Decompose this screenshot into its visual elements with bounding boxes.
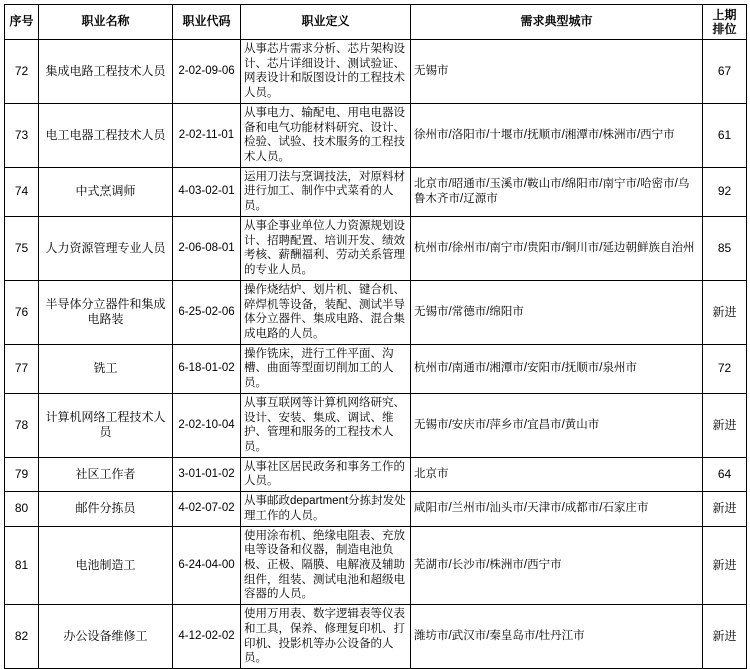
column-header-code: 职业代码 xyxy=(173,5,241,40)
table-body xyxy=(5,40,747,669)
table-header xyxy=(5,5,747,40)
cell-rank: 新进 xyxy=(703,492,747,526)
column-header-rank-line2: 排位 xyxy=(712,22,737,36)
cell-city: 潍坊市/武汉市/秦皇岛市/牡丹江市 xyxy=(411,605,703,669)
cell-rank: 67 xyxy=(703,40,747,104)
cell-rank: 新进 xyxy=(703,393,747,457)
cell-name: 社区工作者 xyxy=(39,457,173,491)
cell-rank: 92 xyxy=(703,167,747,216)
table-row xyxy=(5,605,747,669)
cell-rank: 64 xyxy=(703,457,747,491)
cell-rank: 新进 xyxy=(703,605,747,669)
table-row xyxy=(5,393,747,457)
cell-name: 半导体分立器件和集成电路装 xyxy=(39,280,173,344)
cell-seq: 78 xyxy=(5,393,39,457)
table-row xyxy=(5,280,747,344)
cell-seq: 72 xyxy=(5,40,39,104)
cell-city: 北京市 xyxy=(411,457,703,491)
cell-name: 电池制造工 xyxy=(39,526,173,605)
cell-code: 3-01-01-02 xyxy=(173,457,241,491)
column-header-seq: 序号 xyxy=(5,5,39,40)
table-row xyxy=(5,526,747,605)
cell-rank: 85 xyxy=(703,216,747,280)
table-row xyxy=(5,216,747,280)
cell-seq: 80 xyxy=(5,492,39,526)
cell-rank: 72 xyxy=(703,344,747,393)
cell-city: 无锡市 xyxy=(411,40,703,104)
table-row xyxy=(5,344,747,393)
column-header-city: 需求典型城市 xyxy=(411,5,703,40)
cell-definition: 从事电力、输配电、用电电器设备和电气功能材料研究、设计、检验、试验、技术服务的工程技术人员。 xyxy=(241,103,411,167)
cell-name: 铣工 xyxy=(39,344,173,393)
cell-seq: 77 xyxy=(5,344,39,393)
table-row xyxy=(5,40,747,104)
column-header-definition: 职业定义 xyxy=(241,5,411,40)
cell-city: 无锡市/常德市/绵阳市 xyxy=(411,280,703,344)
table-row xyxy=(5,103,747,167)
cell-name: 中式烹调师 xyxy=(39,167,173,216)
cell-seq: 79 xyxy=(5,457,39,491)
cell-code: 4-03-02-01 xyxy=(173,167,241,216)
cell-city: 无锡市/安庆市/萍乡市/宜昌市/黄山市 xyxy=(411,393,703,457)
column-header-name: 职业名称 xyxy=(39,5,173,40)
cell-code: 6-18-01-02 xyxy=(173,344,241,393)
cell-city: 芜湖市/长沙市/株洲市/西宁市 xyxy=(411,526,703,605)
cell-seq: 81 xyxy=(5,526,39,605)
cell-name: 集成电路工程技术人员 xyxy=(39,40,173,104)
cell-rank: 新进 xyxy=(703,280,747,344)
cell-seq: 82 xyxy=(5,605,39,669)
cell-definition: 运用刀法与烹调技法，对原料材进行加工、制作中式菜肴的人员。 xyxy=(241,167,411,216)
cell-definition: 操作铣床，进行工件平面、沟槽、曲面等型面切削加工的人员。 xyxy=(241,344,411,393)
cell-definition: 使用万用表、数字逻辑表等仪表和工具，保养、修理复印机、打印机、投影机等办公设备的人员。 xyxy=(241,605,411,669)
cell-seq: 76 xyxy=(5,280,39,344)
occupation-demand-table xyxy=(4,4,747,669)
cell-city: 北京市/昭通市/玉溪市/鞍山市/绵阳市/南宁市/哈密市/乌鲁木齐市/辽源市 xyxy=(411,167,703,216)
cell-definition: 从事社区居民政务和事务工作的人员。 xyxy=(241,457,411,491)
column-header-rank-line1: 上期 xyxy=(712,7,737,22)
cell-definition: 操作烧结炉、划片机、键合机、碎焊机等设备，装配、测试半导体分立器件、集成电路、混合集成电路的人员。 xyxy=(241,280,411,344)
cell-name: 电工电器工程技术人员 xyxy=(39,103,173,167)
cell-city: 咸阳市/兰州市/汕头市/天津市/成都市/石家庄市 xyxy=(411,492,703,526)
cell-name: 邮件分拣员 xyxy=(39,492,173,526)
cell-seq: 73 xyxy=(5,103,39,167)
cell-definition: 从事企事业单位人力资源规划设计、招聘配置、培训开发、绩效考核、薪酬福利、劳动关系管理的专业人员。 xyxy=(241,216,411,280)
column-header-rank xyxy=(703,5,747,40)
cell-code: 6-24-04-00 xyxy=(173,526,241,605)
cell-code: 4-12-02-02 xyxy=(173,605,241,669)
cell-definition: 从事芯片需求分析、芯片架构设计、芯片详细设计、测试验证、网表设计和版图设计的工程技术人员。 xyxy=(241,40,411,104)
table-row xyxy=(5,167,747,216)
cell-seq: 74 xyxy=(5,167,39,216)
cell-definition: 使用涂布机、绝缘电阻表、充放电等设备和仪器，制造电池负极、正极、隔膜、电解液及辅助组件，组装、测试电池和超级电容器的人员。 xyxy=(241,526,411,605)
table-row xyxy=(5,457,747,491)
cell-rank: 新进 xyxy=(703,526,747,605)
cell-name: 人力资源管理专业人员 xyxy=(39,216,173,280)
cell-code: 6-25-02-06 xyxy=(173,280,241,344)
cell-definition: 从事互联网等计算机网络研究、设计、安装、集成、调试、维护、管理和服务的工程技术人员。 xyxy=(241,393,411,457)
cell-name: 计算机网络工程技术人员 xyxy=(39,393,173,457)
cell-city: 徐州市/洛阳市/十堰市/抚顺市/湘潭市/株洲市/西宁市 xyxy=(411,103,703,167)
table-row xyxy=(5,492,747,526)
cell-code: 4-02-07-02 xyxy=(173,492,241,526)
cell-name: 办公设备维修工 xyxy=(39,605,173,669)
cell-city: 杭州市/徐州市/南宁市/贵阳市/铜川市/延边朝鲜族自治州 xyxy=(411,216,703,280)
cell-code: 2-06-08-01 xyxy=(173,216,241,280)
cell-rank: 61 xyxy=(703,103,747,167)
table-header-row xyxy=(5,5,747,40)
cell-definition: 从事邮政department分拣封发处理工作的人员。 xyxy=(241,492,411,526)
cell-code: 2-02-10-04 xyxy=(173,393,241,457)
cell-code: 2-02-11-01 xyxy=(173,103,241,167)
cell-code: 2-02-09-06 xyxy=(173,40,241,104)
cell-seq: 75 xyxy=(5,216,39,280)
cell-city: 杭州市/南通市/湘潭市/安阳市/抚顺市/泉州市 xyxy=(411,344,703,393)
